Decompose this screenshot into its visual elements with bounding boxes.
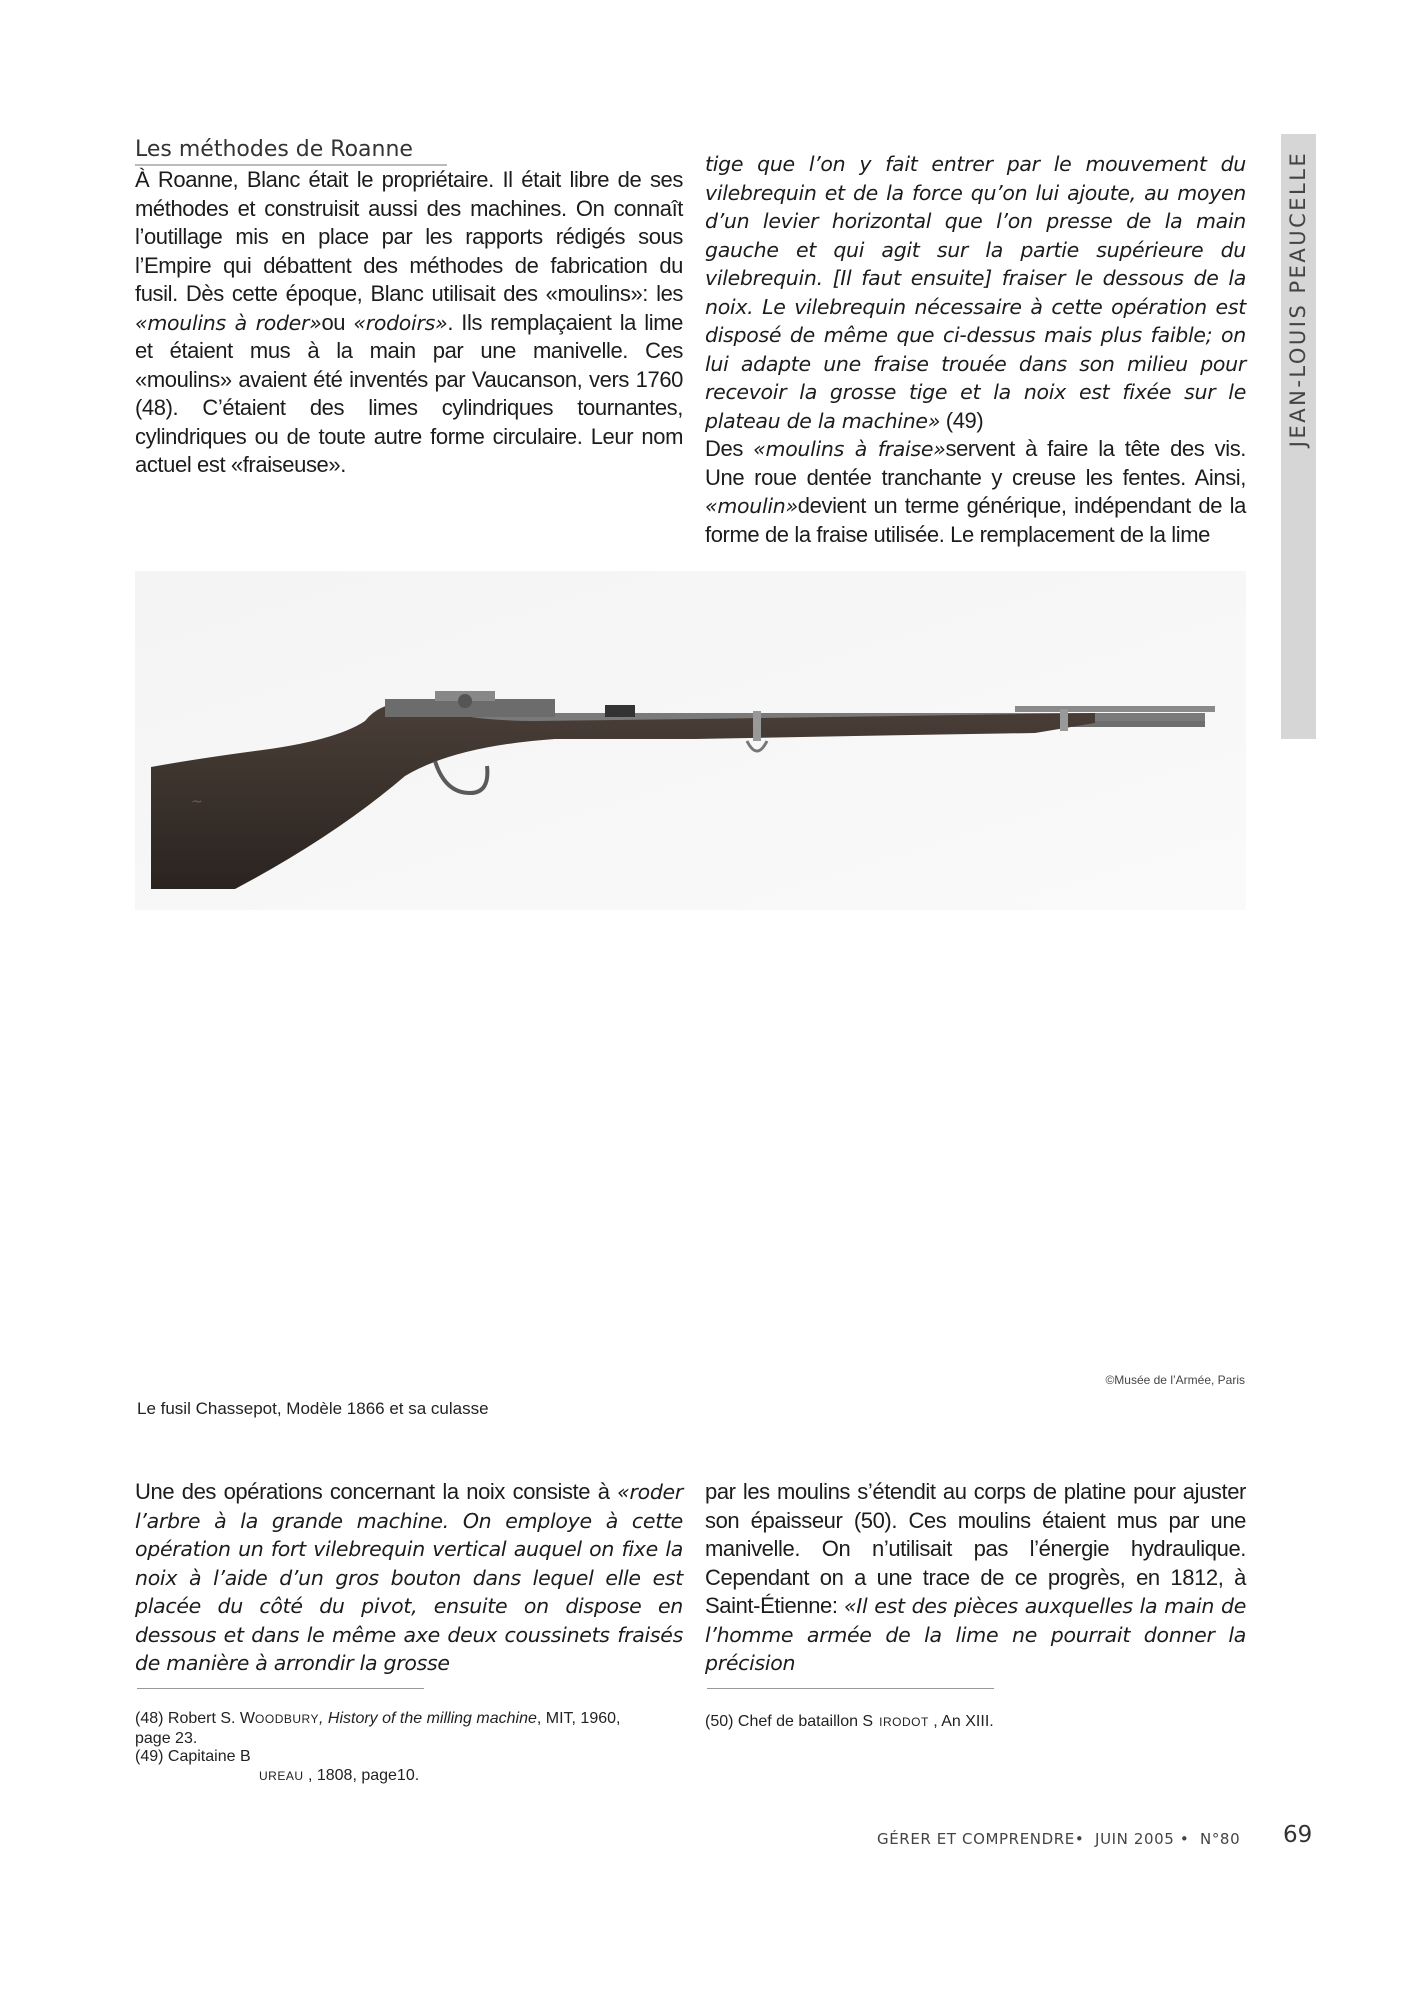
reference-49: (49) — [940, 407, 984, 433]
fn48-page: page 23. — [135, 1730, 198, 1747]
page-footer — [877, 1830, 1240, 1848]
svg-text:~: ~ — [191, 794, 203, 810]
footnote-rule-right — [707, 1688, 994, 1689]
moulins-paragraph-run: «moulin» — [705, 494, 798, 518]
chassepot-rifle-image — [135, 571, 1246, 910]
footnote-rule-left — [137, 1688, 424, 1689]
fn48-title: , History of the milling machine — [319, 1710, 537, 1727]
fn49-author: (49) Capitaine B — [135, 1748, 251, 1765]
moulins-paragraph-run: servent à faire la tête des vis. Une roue dentée tranchante y creuse les fentes. Ainsi, — [705, 436, 1247, 490]
footnote-48 — [135, 1709, 655, 1748]
author-name: JEAN-LOUIS PEAUCELLE — [1286, 150, 1311, 448]
column-2-bottom-text — [705, 1478, 1246, 1678]
quote-continuation: tige que l’on y fait entrer par le mouvement du vilebrequin et de la force qu’on lui ajoute, au moyen d’un levier horizontal que l’on presse de la main gauche et qui agit sur la partie supérieure du vilebrequin. [Il faut ensuite] fraiser le dessous de la noix. Le vilebrequin nécessaire à cette opération est disposé de même que ci-dessus mais plus faible; on lui adapte une fraise trouée dans son milieu pour recevoir la grosse tige et la noix est fixée sur le plateau de la machine» — [705, 152, 1246, 433]
rifle-photo — [135, 571, 1246, 910]
roanne-paragraph-run: À Roanne, Blanc était le propriétaire. Il était libre de ses méthodes et construisit aussi des machines. On connaît l’outillage mis en place par les rapports rédigés sous l’Empire qui débattent des méthodes de fabrication du fusil. Dès cette époque, Blanc utilisait des «moulins»: les — [135, 167, 683, 306]
photo-credit: ©Musée de l’Armée, Paris — [1105, 1373, 1245, 1387]
figure-caption: Le fusil Chassepot, Modèle 1866 et sa culasse — [137, 1399, 489, 1418]
roanne-paragraph-run: ou — [321, 309, 354, 335]
fn50-date: , An XIII. — [928, 1713, 994, 1730]
moulins-paragraph-run: devient un terme générique, indépendant de la forme de la fraise utilisée. Le remplacement de la lime — [705, 493, 1246, 547]
journal-name: GÉRER ET COMPRENDRE — [877, 1830, 1075, 1848]
noix-intro: Une des opérations concernant la noix consiste à — [135, 1479, 618, 1504]
fn49-author-smallcaps: UREAU — [259, 1769, 304, 1783]
section-title: Les méthodes de Roanne — [135, 137, 447, 166]
issue-number: N°80 — [1200, 1830, 1241, 1848]
column-2-top-text — [705, 150, 1246, 549]
saint-etienne-quote: «Il est des pièces auxquelles la main de l’homme armée de la lime ne pourrait donner la précision — [705, 1594, 1247, 1675]
platine-text: par les moulins s’étendit au corps de platine pour ajuster son épaisseur (50). Ces moulins étaient mus par une manivelle. On n’utilisait pas l’énergie hydraulique. Cependant on a une trace de ce progrès, en 1812, à Saint-Étienne: — [705, 1479, 1246, 1618]
author-band — [1281, 134, 1316, 739]
roanne-paragraph-run: «rodoirs» — [353, 310, 448, 335]
fn48-publisher: , MIT, 1960, — [536, 1710, 621, 1727]
issue-date: JUIN 2005 — [1095, 1830, 1175, 1848]
moulins-paragraph-run: «moulins à fraise» — [753, 437, 946, 461]
footer-bullet: • — [1179, 1830, 1190, 1848]
fn50-author-smallcaps: IRODOT — [879, 1715, 929, 1729]
column-1-top-text — [135, 166, 683, 480]
footnote-50 — [705, 1712, 1225, 1732]
fn48-author: (48) Robert S. W — [135, 1710, 256, 1727]
page-number: 69 — [1283, 1822, 1313, 1848]
footnote-49 — [135, 1747, 655, 1786]
column-1-bottom-text — [135, 1478, 683, 1678]
roanne-paragraph-run: . Ils remplaçaient la lime et étaient mus à la main par une manivelle. Ces «moulins» avaient été inventés par Vaucanson, vers 1760 (48). C’étaient des limes cylindriques tournantes, cylindriques ou de toute autre forme circulaire. Leur nom actuel est «fraiseuse». — [135, 309, 683, 477]
footer-bullet: • — [1074, 1830, 1085, 1848]
roanne-paragraph-run: «moulins à roder» — [135, 310, 322, 335]
fn50-author: (50) Chef de bataillon S — [705, 1713, 874, 1730]
fn48-author-smallcaps: OODBURY — [255, 1712, 319, 1726]
noix-quote: «roder l’arbre à la grande machine. On employe à cette opération un fort vilebrequin vertical auquel on fixe la noix à l’aide d’un gros bouton dans lequel elle est placée du côté du pivot, ensuite on dispose en dessous et dans le même axe deux coussinets fraisés de manière à arrondir la grosse — [135, 1480, 683, 1675]
fn49-date: , 1808, page10. — [303, 1767, 420, 1784]
moulins-paragraph-run: Des — [705, 436, 754, 461]
